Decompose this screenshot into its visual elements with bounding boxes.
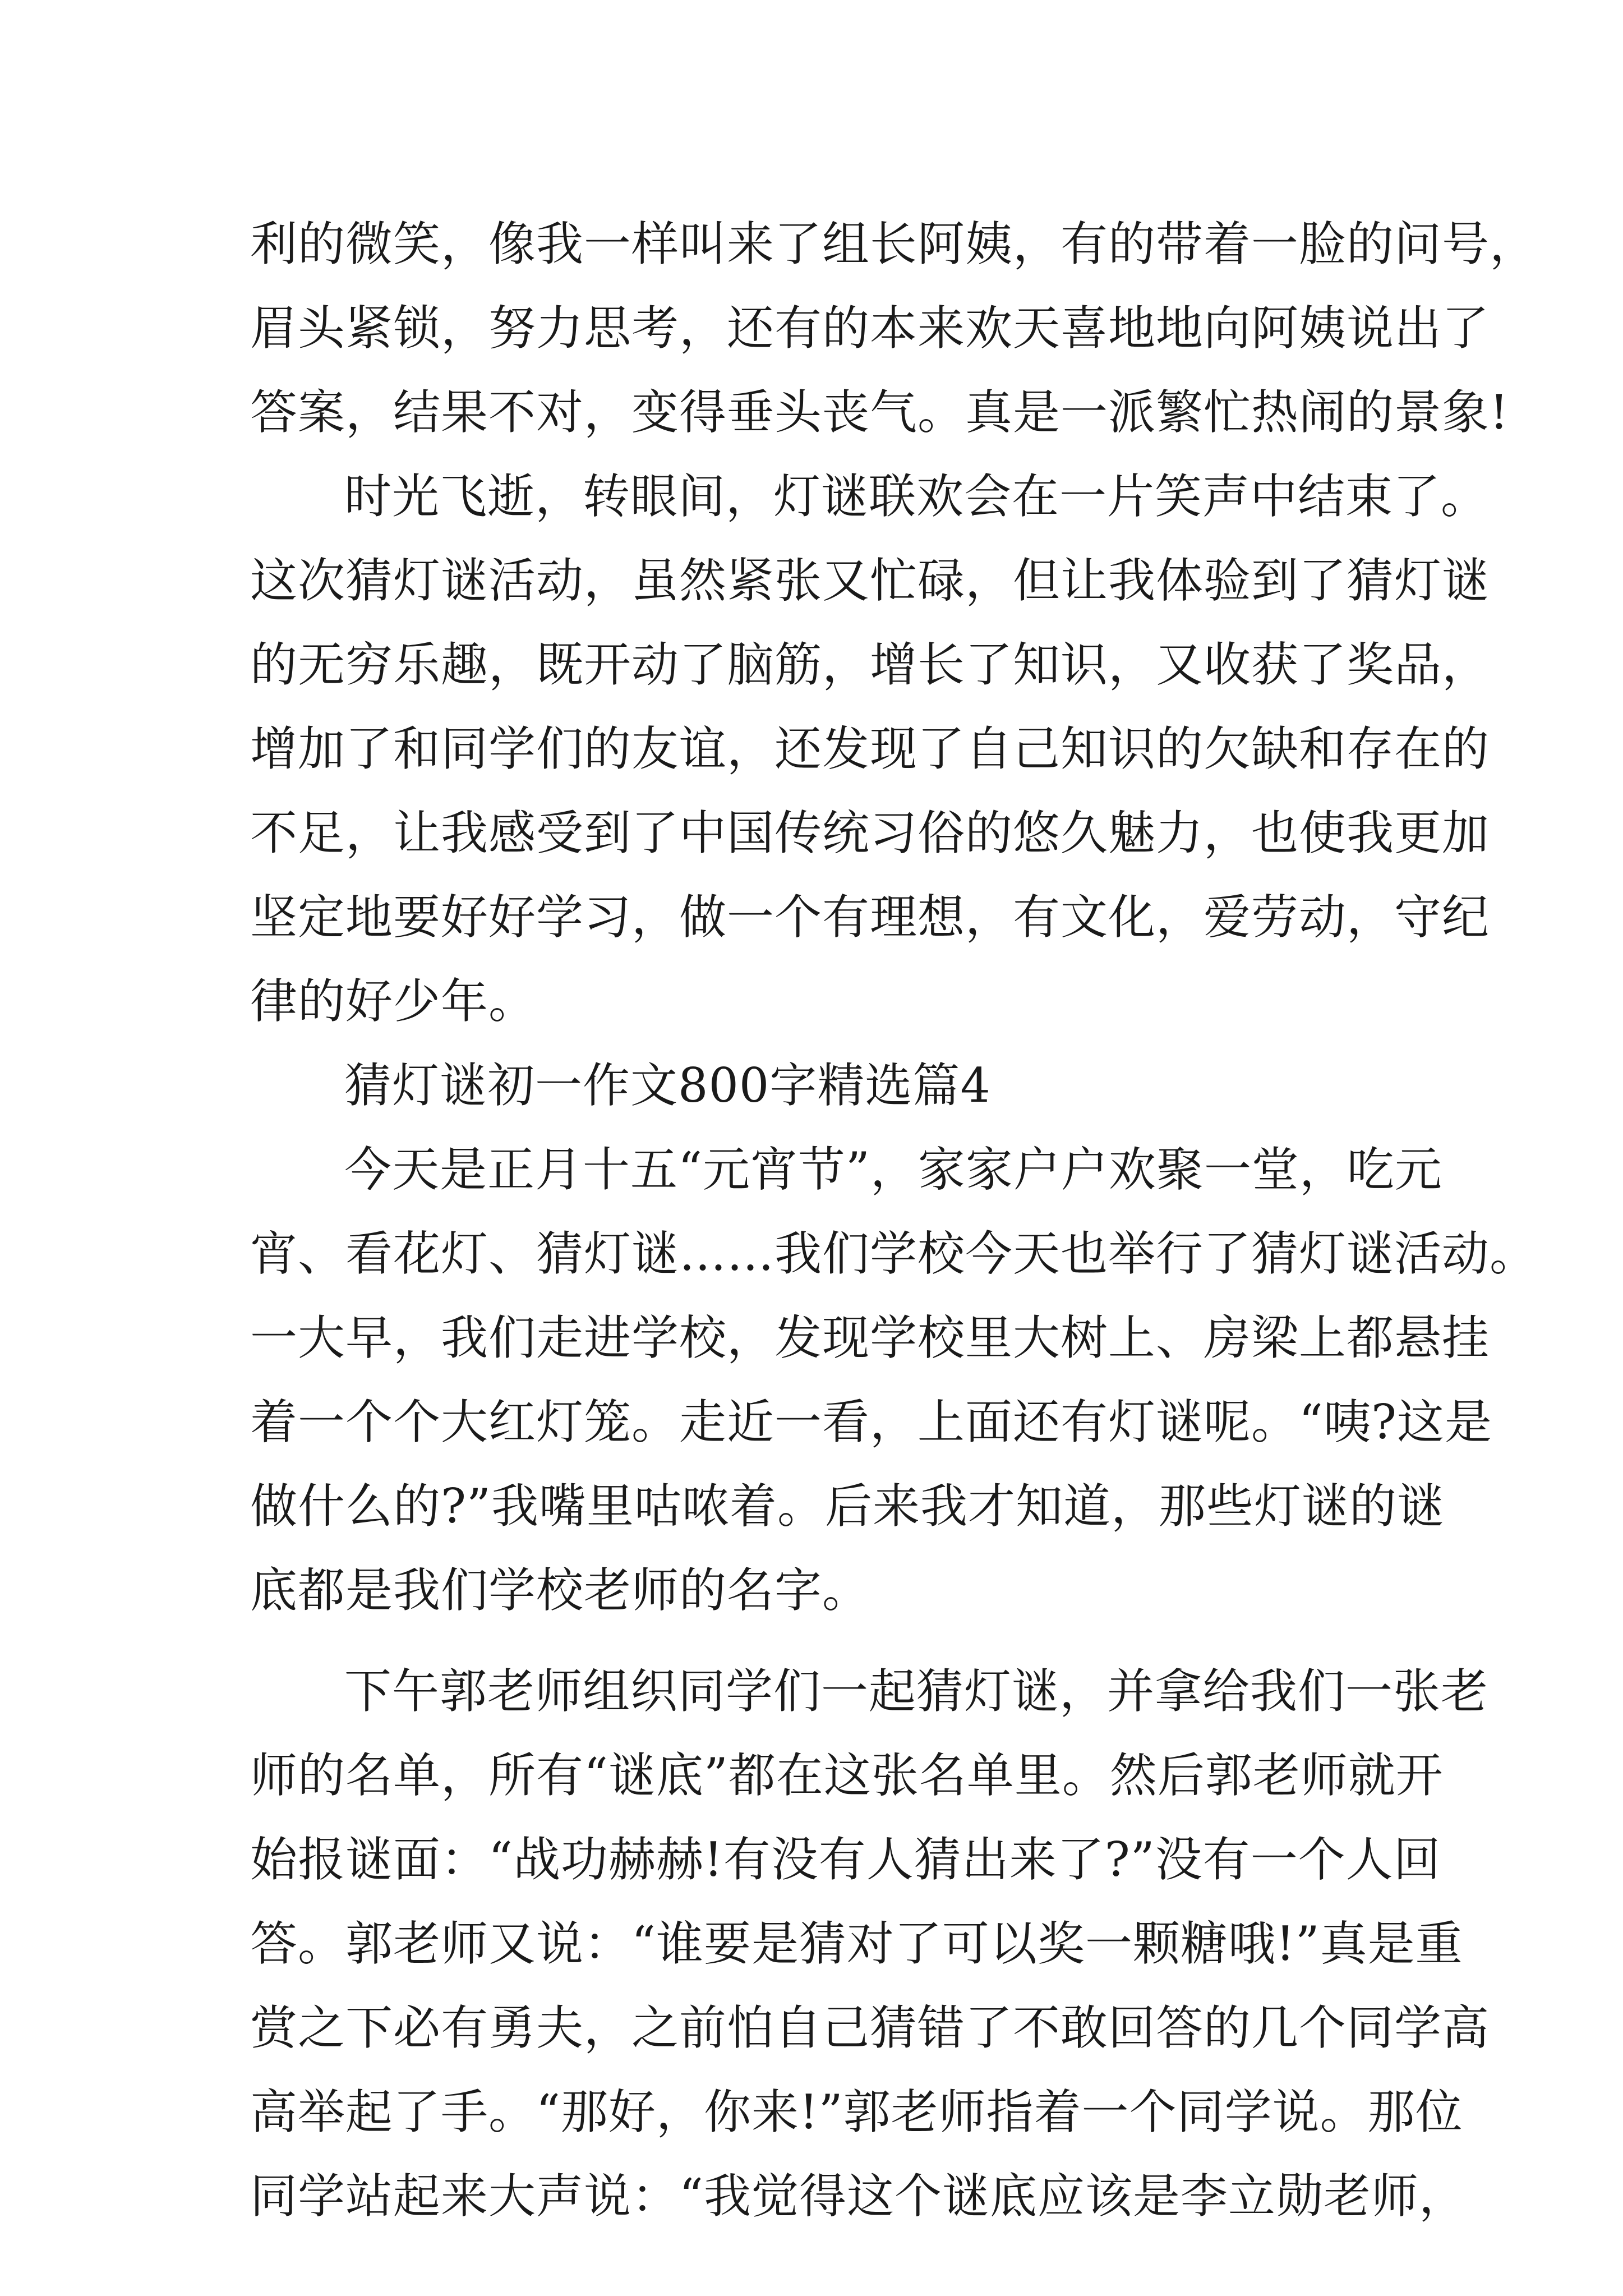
text-line: 不足，让我感受到了中国传统习俗的悠久魅力，也使我更加 xyxy=(250,806,1490,861)
text-line: 眉头紧锁，努力思考，还有的本来欢天喜地地向阿姨说出了 xyxy=(250,301,1490,356)
text-line: 着一个个大红灯笼。走近一看，上面还有灯谜呢。“咦?这是 xyxy=(250,1395,1492,1450)
paragraph-start-line: 今天是正月十五“元宵节”，家家户户欢聚一堂，吃元 xyxy=(344,1142,1442,1197)
paragraph-start-line: 下午郭老师组织同学们一起猜灯谜，并拿给我们一张老 xyxy=(344,1664,1489,1719)
text-line: 一大早，我们走进学校，发现学校里大树上、房梁上都悬挂 xyxy=(250,1310,1490,1365)
section-heading: 猜灯谜初一作文800字精选篇4 xyxy=(344,1058,991,1113)
paragraph-start-line: 时光飞逝，转眼间，灯谜联欢会在一片笑声中结束了。 xyxy=(344,469,1489,524)
text-line: 底都是我们学校老师的名字。 xyxy=(250,1563,870,1618)
text-line: 这次猜灯谜活动，虽然紧张又忙碌，但让我体验到了猜灯谜 xyxy=(250,553,1490,608)
text-line: 答案，结果不对，变得垂头丧气。真是一派繁忙热闹的景象! xyxy=(250,385,1509,440)
text-line: 做什么的?”我嘴里咕哝着。后来我才知道，那些灯谜的谜 xyxy=(250,1479,1445,1534)
text-line: 答。郭老师又说：“谁要是猜对了可以奖一颗糖哦!”真是重 xyxy=(250,1916,1463,1971)
text-line: 增加了和同学们的友谊，还发现了自己知识的欠缺和存在的 xyxy=(250,721,1490,776)
text-line: 师的名单，所有“谜底”都在这张名单里。然后郭老师就开 xyxy=(250,1748,1444,1803)
text-line: 赏之下必有勇夫，之前怕自己猜错了不敢回答的几个同学高 xyxy=(250,2000,1490,2055)
text-line: 同学站起来大声说：“我觉得这个谜底应该是李立勋老师， xyxy=(250,2169,1467,2224)
text-line: 的无穷乐趣，既开动了脑筋，增长了知识，又收获了奖品， xyxy=(250,637,1490,692)
article-body xyxy=(250,202,1538,2238)
text-line: 利的微笑，像我一样叫来了组长阿姨，有的带着一脸的问号， xyxy=(250,217,1538,272)
paragraph-gap xyxy=(250,1632,1377,1649)
text-line: 宵、看花灯、猜灯谜……我们学校今天也举行了猜灯谜活动。 xyxy=(250,1226,1538,1281)
text-line: 坚定地要好好学习，做一个有理想，有文化，爱劳动，守纪 xyxy=(250,890,1490,945)
text-line: 律的好少年。 xyxy=(250,974,537,1029)
text-line: 始报谜面：“战功赫赫!有没有人猜出来了?”没有一个人回 xyxy=(250,1832,1441,1887)
text-line: 高举起了手。“那好，你来!”郭老师指着一个同学说。那位 xyxy=(250,2085,1463,2139)
